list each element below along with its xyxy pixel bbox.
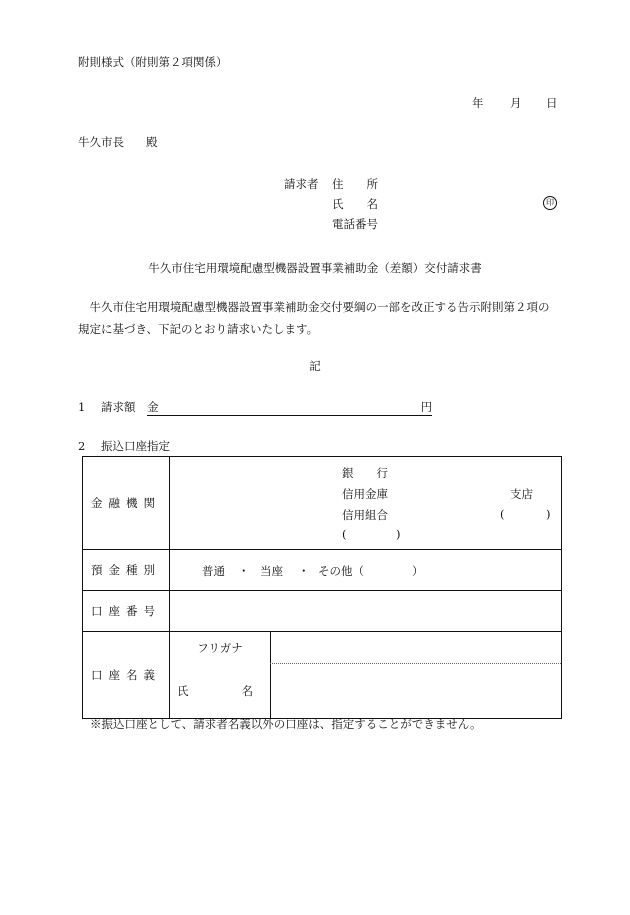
type-other-close: ） [412, 564, 424, 578]
item2-label: 振込口座指定 [100, 439, 170, 453]
year-label: 年 [472, 96, 484, 110]
amount-field[interactable] [147, 399, 432, 416]
name-label: 氏 名 [332, 197, 378, 211]
note: ※振込口座として、請求者名義以外の口座は、指定することができません。 [90, 717, 482, 731]
month-label: 月 [510, 96, 522, 110]
table-row [83, 457, 562, 550]
bank-kumiai: 信用組合 [342, 508, 388, 522]
addressee-honorific: 殿 [146, 135, 158, 149]
body-text: 牛久市住宅用環境配慮型機器設置事業補助金交付要綱の一部を改正する告示附則第２項の規定に基づき、下記のとおり請求いたします。 [78, 300, 550, 336]
shiten-paren-left: ( [500, 507, 505, 521]
bank-shinkin: 信用金庫 [342, 487, 388, 501]
account-table [82, 456, 562, 719]
item1-label: 請求額 [100, 400, 136, 414]
furigana-label: フリガナ [170, 632, 271, 664]
bank-paren-right: ) [396, 527, 401, 541]
table-row [83, 632, 562, 719]
type-separator: ・ [298, 564, 310, 578]
amount-prefix: 金 [147, 400, 159, 414]
addressee-name: 牛久市長 [78, 135, 124, 149]
phone-label: 電話番号 [332, 217, 378, 231]
bank-shiten: 支店 [510, 487, 533, 501]
claimant-label: 請求者 [284, 177, 319, 191]
item1-number: 1 [78, 400, 86, 414]
type-label: 預金種別 [83, 550, 170, 591]
address-label: 住 所 [332, 177, 378, 191]
bank-field[interactable] [170, 457, 562, 550]
seal-mark: 印 [543, 196, 557, 210]
holder-name-label: 氏 名 [170, 664, 271, 718]
type-field[interactable] [170, 550, 562, 591]
shiten-paren-right: ) [546, 507, 551, 521]
form-label: 附則様式（附則第２項関係） [78, 55, 228, 69]
type-separator: ・ [238, 564, 250, 578]
number-label: 口座番号 [83, 591, 170, 632]
bank-paren-left: ( [342, 527, 347, 541]
type-option-other[interactable]: その他（ [318, 564, 364, 578]
ki-heading: 記 [309, 359, 321, 373]
table-row [83, 550, 562, 591]
table-row [83, 591, 562, 632]
date-row [470, 95, 556, 111]
account-number-field[interactable] [170, 591, 562, 632]
type-option-futsu[interactable]: 普通 [202, 564, 225, 578]
item2-number: 2 [78, 439, 86, 453]
amount-unit: 円 [420, 400, 433, 414]
bank-label: 金融機関 [83, 457, 170, 550]
holder-label: 口座名義 [83, 632, 170, 719]
document-title: 牛久市住宅用環境配慮型機器設置事業補助金（差額）交付請求書 [148, 261, 482, 275]
account-heading [78, 438, 170, 454]
type-option-toza[interactable]: 当座 [260, 564, 283, 578]
addressee [78, 134, 158, 150]
holder-field[interactable] [170, 632, 562, 719]
claim-amount-row [78, 399, 432, 416]
holder-inner [170, 632, 561, 718]
dotted-divider [270, 663, 561, 664]
day-label: 日 [546, 96, 558, 110]
bank-ginko: 銀 行 [342, 466, 388, 480]
